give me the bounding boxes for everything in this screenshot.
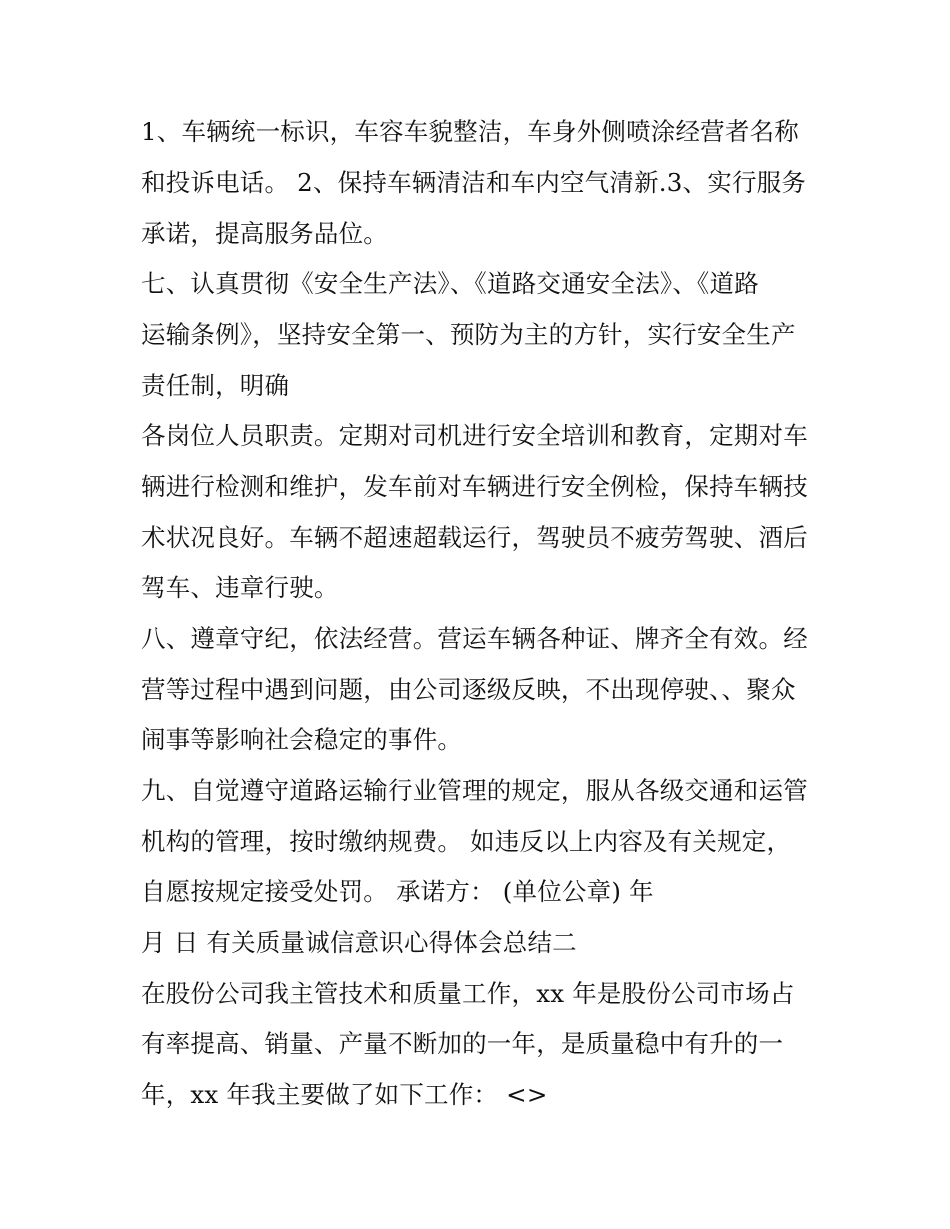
text-line: 运输条例》，坚持安全第一、预防为主的方针，实行安全生产 bbox=[141, 320, 796, 349]
text-line: 责任制，明确 bbox=[141, 371, 290, 400]
text-line: 驾车、违章行驶。 bbox=[141, 573, 339, 602]
text-line: 有率提高、销量、产量不断加的一年，是质量稳中有升的一 bbox=[141, 1029, 784, 1058]
text-line: 月 日 有关质量诚信意识心得体会总结二 bbox=[141, 928, 577, 957]
text-line: 九、自觉遵守道路运输行业管理的规定，服从各级交通和运管 bbox=[141, 776, 808, 805]
text-line: 和投诉电话。 2、保持车辆清洁和车内空气清新.3、实行服务 bbox=[141, 168, 807, 197]
text-line: 术状况良好。车辆不超速超载运行，驾驶员不疲劳驾驶、酒后 bbox=[141, 523, 808, 552]
text-line: 七、认真贯彻《安全生产法》、《道路交通安全法》、《道路 bbox=[141, 269, 759, 298]
text-line: 在股份公司我主管技术和质量工作，xx 年是股份公司市场占 bbox=[141, 979, 795, 1008]
text-line: 1、车辆统一标识，车容车貌整洁，车身外侧喷涂经营者名称 bbox=[141, 117, 799, 146]
text-line: 自愿按规定接受处罚。 承诺方： (单位公章) 年 bbox=[141, 877, 654, 906]
text-line: 承诺，提高服务品位。 bbox=[141, 219, 388, 248]
text-line: 营等过程中遇到问题，由公司逐级反映，不出现停驶、、聚众 bbox=[141, 675, 796, 704]
text-line: 闹事等影响社会稳定的事件。 bbox=[141, 725, 463, 754]
text-line: 年，xx 年我主要做了如下工作： <> bbox=[141, 1080, 548, 1109]
text-line: 机构的管理，按时缴纳规费。 如违反以上内容及有关规定， bbox=[141, 827, 792, 856]
text-line: 八、遵章守纪，依法经营。营运车辆各种证、牌齐全有效。经 bbox=[141, 624, 808, 653]
text-line: 辆进行检测和维护，发车前对车辆进行安全例检，保持车辆技 bbox=[141, 472, 808, 501]
text-line: 各岗位人员职责。定期对司机进行安全培训和教育，定期对车 bbox=[141, 421, 808, 450]
